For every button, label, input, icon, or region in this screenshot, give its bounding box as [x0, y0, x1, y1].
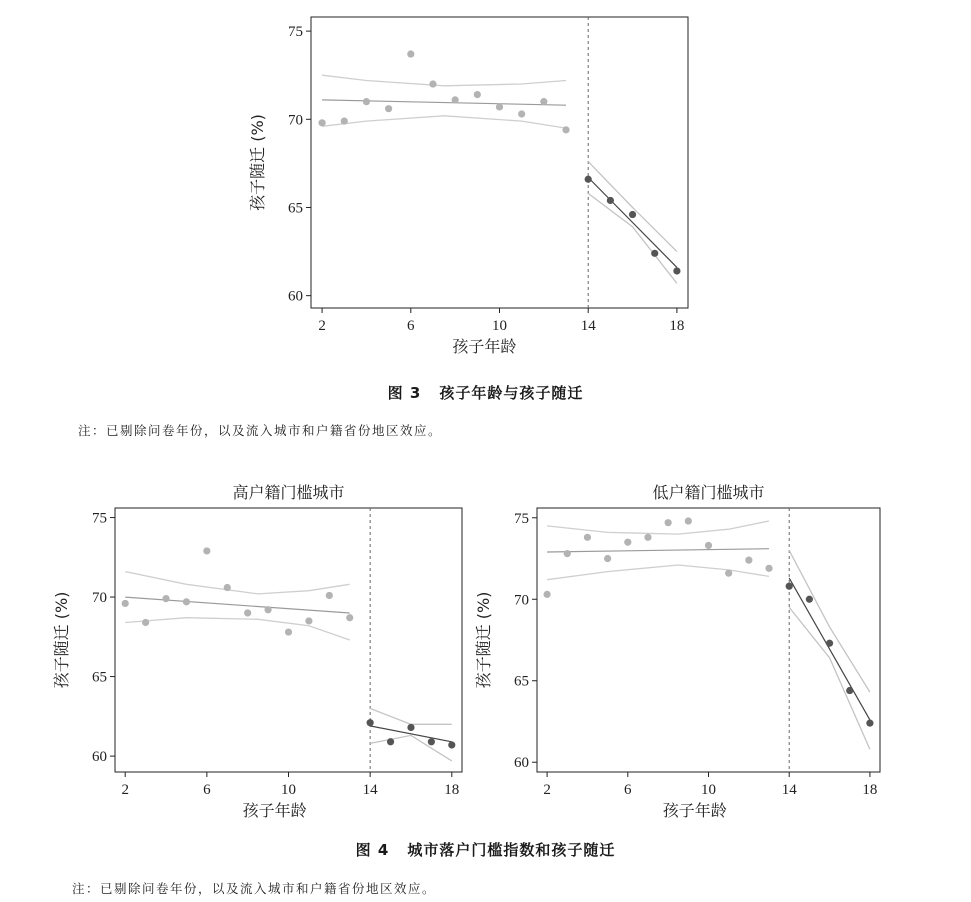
chart-0-ytick-label-60: 60: [288, 288, 303, 305]
chart-1-left-ci-lower: [125, 618, 350, 640]
chart-0-right-ci-upper: [588, 162, 677, 252]
chart-2-left-point-age-6: [624, 539, 631, 546]
chart-fig4-low-threshold: [474, 483, 880, 820]
chart-2-y-axis-title: 孩子随迁 (%): [474, 591, 493, 689]
chart-0-left-point-age-11: [518, 110, 525, 117]
chart-1-ytick-label-70: 70: [92, 590, 107, 607]
chart-1-left-point-age-3: [142, 619, 149, 626]
chart-1-panel-title: 高户籍门槛城市: [232, 483, 345, 502]
chart-0-xtick-label-18: 18: [669, 318, 685, 334]
chart-2-left-ci-upper: [547, 521, 769, 534]
chart-2-x-axis-title: 孩子年龄: [662, 801, 727, 820]
chart-2-left-point-age-13: [765, 565, 772, 572]
chart-1-xtick-label-6: 6: [203, 782, 211, 798]
chart-0-right-point-age-16: [629, 211, 636, 218]
figure-3-note: 注：已剔除问卷年份，以及流入城市和户籍省份地区效应。: [78, 423, 443, 438]
chart-2-right-point-age-17: [846, 687, 853, 694]
chart-1-left-point-age-6: [203, 547, 210, 554]
chart-2-left-point-age-2: [543, 591, 550, 598]
chart-2-right-point-age-18: [866, 720, 873, 727]
chart-2-left-point-age-3: [564, 550, 571, 557]
chart-0-right-point-age-17: [651, 250, 658, 257]
chart-0-right-point-age-14: [585, 176, 592, 183]
chart-1-left-point-age-8: [244, 609, 251, 616]
chart-0-xtick-label-6: 6: [407, 318, 415, 334]
chart-1-right-point-age-14: [367, 719, 374, 726]
chart-2-left-point-age-12: [745, 557, 752, 564]
chart-2-ytick-label-65: 65: [514, 673, 529, 690]
chart-2-left-point-age-11: [725, 570, 732, 577]
figure-3-caption: [0, 382, 971, 403]
chart-2-xtick-label-2: 2: [543, 782, 551, 798]
chart-0-right-point-age-18: [673, 267, 680, 274]
chart-2-xtick-label-14: 14: [781, 782, 797, 798]
chart-0-left-point-age-4: [363, 98, 370, 105]
chart-2-xtick-label-10: 10: [701, 782, 716, 798]
chart-0-ytick-label-75: 75: [288, 24, 303, 41]
chart-0-ytick-label-70: 70: [288, 112, 303, 129]
chart-0-plot-frame: [311, 17, 688, 308]
chart-0-left-point-age-2: [318, 119, 325, 126]
chart-2-ytick-label-75: 75: [514, 510, 529, 527]
chart-0-left-point-age-9: [474, 91, 481, 98]
chart-0-ytick-label-65: 65: [288, 200, 303, 217]
chart-2-xtick-label-18: 18: [862, 782, 878, 798]
chart-0-left-fit-line: [322, 100, 566, 105]
chart-0-left-point-age-7: [429, 80, 436, 87]
chart-2-left-fit-line: [547, 549, 769, 552]
chart-1-left-point-age-9: [264, 606, 271, 613]
chart-0-left-point-age-12: [540, 98, 547, 105]
chart-1-x-axis-title: 孩子年龄: [242, 801, 307, 820]
chart-1-right-ci-upper: [370, 708, 452, 724]
figure-4-note: 注：已剔除问卷年份，以及流入城市和户籍省份地区效应。: [72, 881, 437, 896]
chart-1-right-point-age-18: [448, 741, 455, 748]
chart-1-left-point-age-4: [162, 595, 169, 602]
chart-2-left-ci-lower: [547, 565, 769, 580]
figure-3-title: 孩子年龄与孩子随迁: [439, 384, 584, 402]
chart-1-xtick-label-14: 14: [362, 782, 378, 798]
chart-1-right-point-age-17: [428, 738, 435, 745]
chart-1-ytick-label-60: 60: [92, 749, 107, 766]
chart-0-right-fit-line: [588, 178, 677, 268]
chart-0-left-point-age-3: [341, 117, 348, 124]
chart-2-right-ci-upper: [789, 550, 870, 692]
chart-0-xtick-label-2: 2: [318, 318, 326, 334]
chart-2-left-point-age-10: [705, 542, 712, 549]
chart-1-y-axis-title: 孩子随迁 (%): [52, 591, 71, 689]
chart-fig4-high-threshold: [52, 483, 462, 820]
chart-2-left-point-age-5: [604, 555, 611, 562]
chart-1-left-point-age-5: [183, 598, 190, 605]
chart-2-left-point-age-9: [685, 517, 692, 524]
chart-1-left-point-age-12: [326, 592, 333, 599]
chart-2-right-point-age-14: [786, 583, 793, 590]
chart-2-left-point-age-4: [584, 534, 591, 541]
chart-0-left-ci-lower: [322, 116, 566, 128]
chart-0-left-point-age-10: [496, 103, 503, 110]
chart-1-left-point-age-10: [285, 628, 292, 635]
chart-0-left-point-age-5: [385, 105, 392, 112]
figure-4-number: 图 4: [355, 841, 390, 859]
chart-1-right-point-age-15: [387, 738, 394, 745]
chart-1-left-point-age-13: [346, 614, 353, 621]
chart-1-left-point-age-2: [122, 600, 129, 607]
chart-0-left-point-age-6: [407, 50, 414, 57]
chart-2-right-point-age-16: [826, 640, 833, 647]
chart-1-left-ci-upper: [125, 572, 350, 594]
chart-0-y-axis-title: 孩子随迁 (%): [248, 114, 267, 211]
chart-1-left-fit-line: [125, 597, 350, 613]
chart-1-ytick-label-75: 75: [92, 510, 107, 527]
chart-1-ytick-label-65: 65: [92, 669, 107, 686]
chart-0-right-point-age-15: [607, 197, 614, 204]
figure-4-caption: [0, 839, 971, 860]
chart-2-right-ci-lower: [789, 607, 870, 749]
chart-0-xtick-label-10: 10: [492, 318, 507, 334]
chart-0-x-axis-title: 孩子年龄: [452, 337, 517, 356]
chart-0-left-point-age-13: [562, 126, 569, 133]
chart-2-right-point-age-15: [806, 596, 813, 603]
chart-1-xtick-label-10: 10: [281, 782, 296, 798]
chart-1-xtick-label-18: 18: [444, 782, 460, 798]
chart-2-ytick-label-60: 60: [514, 755, 529, 772]
chart-0-left-point-age-8: [452, 96, 459, 103]
chart-2-right-fit-line: [789, 578, 870, 720]
chart-2-left-point-age-8: [665, 519, 672, 526]
chart-2-ytick-label-70: 70: [514, 592, 529, 609]
chart-0-xtick-label-14: 14: [580, 318, 596, 334]
chart-1-plot-frame: [115, 508, 462, 772]
chart-0-left-ci-upper: [322, 75, 566, 86]
chart-2-xtick-label-6: 6: [624, 782, 632, 798]
chart-1-left-point-age-7: [224, 584, 231, 591]
chart-1-left-point-age-11: [305, 617, 312, 624]
figure-3-number: 图 3: [387, 384, 422, 402]
chart-1-xtick-label-2: 2: [121, 782, 129, 798]
chart-2-left-point-age-7: [644, 534, 651, 541]
chart-fig3-age-vs-migration: [248, 17, 688, 356]
figure-4-title: 城市落户门槛指数和孩子随迁: [407, 841, 616, 859]
chart-1-right-point-age-16: [407, 724, 414, 731]
chart-2-panel-title: 低户籍门槛城市: [652, 483, 765, 502]
